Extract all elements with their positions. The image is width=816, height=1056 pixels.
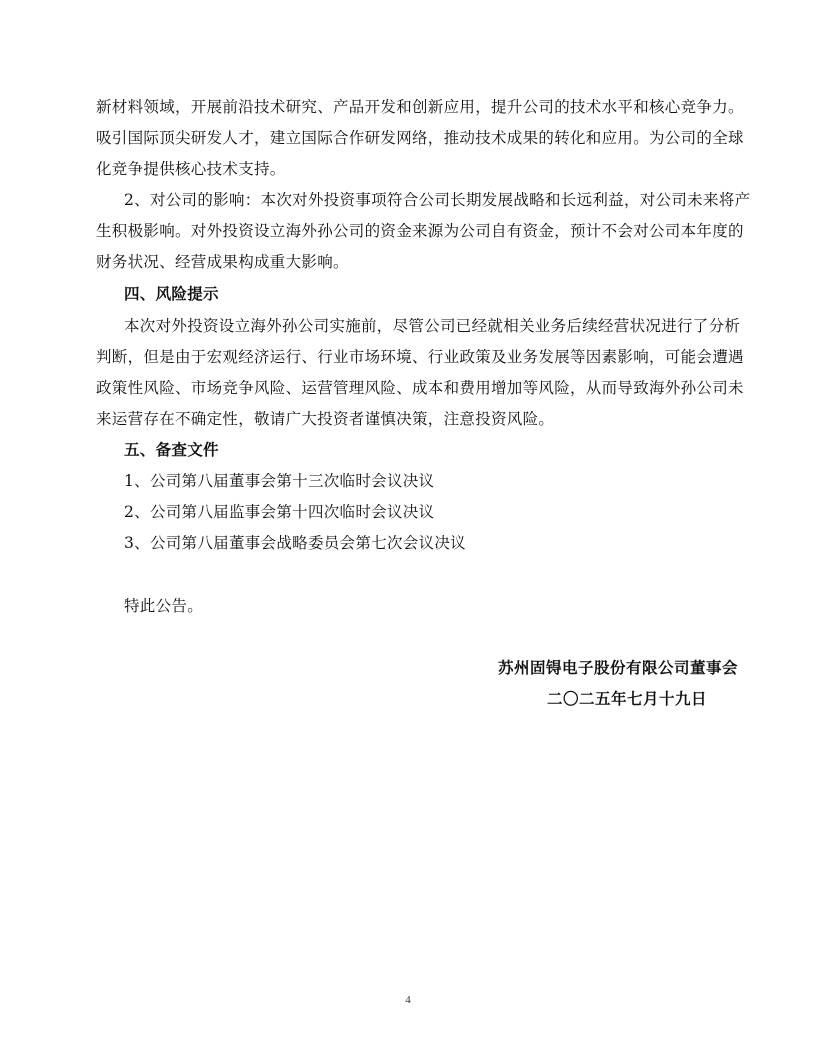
risk-line-1: 本次对外投资设立海外孙公司实施前，尽管公司已经就相关业务后续经营状况进行了分析 [124,317,741,335]
impact-line-3: 财务状况、经营成果构成重大影响。 [96,253,349,271]
signature-company: 苏州固锝电子股份有限公司董事会 [498,658,739,677]
impact-line-2: 生积极影响。对外投资设立海外孙公司的资金来源为公司自有资金，预计不会对公司本年度的 [96,222,744,240]
page-number: 4 [405,994,411,1006]
intro-line-2: 吸引国际顶尖研发人才，建立国际合作研发网络，推动技术成果的转化和应用。为公司的全球 [96,129,744,147]
docs-item-2: 2、公司第八届监事会第十四次临时会议决议 [124,503,435,521]
risk-line-2: 判断，但是由于宏观经济运行、行业市场环境、行业政策及业务发展等因素影响，可能会遭遇 [96,348,744,366]
docs-item-1: 1、公司第八届董事会第十三次临时会议决议 [124,472,435,490]
docs-item-3: 3、公司第八届董事会战略委员会第七次会议决议 [124,534,466,552]
signature-date: 二〇二五年七月十九日 [547,689,708,708]
intro-line-3: 化竞争提供核心技术支持。 [96,160,286,178]
docs-heading: 五、备查文件 [124,440,219,459]
intro-line-1: 新材料领域，开展前沿技术研究、产品开发和创新应用，提升公司的技术水平和核心竞争力。 [96,98,744,116]
impact-line-1: 2、对公司的影响：本次对外投资事项符合公司长期发展战略和长远利益，对公司未来将产 [124,191,751,209]
closing-text: 特此公告。 [124,597,204,615]
risk-heading: 四、风险提示 [124,284,219,303]
risk-line-3: 政策性风险、市场竞争风险、运营管理风险、成本和费用增加等风险，从而导致海外孙公司未 [96,379,744,397]
risk-line-4: 来运营存在不确定性，敬请广大投资者谨慎决策，注意投资风险。 [96,410,555,428]
